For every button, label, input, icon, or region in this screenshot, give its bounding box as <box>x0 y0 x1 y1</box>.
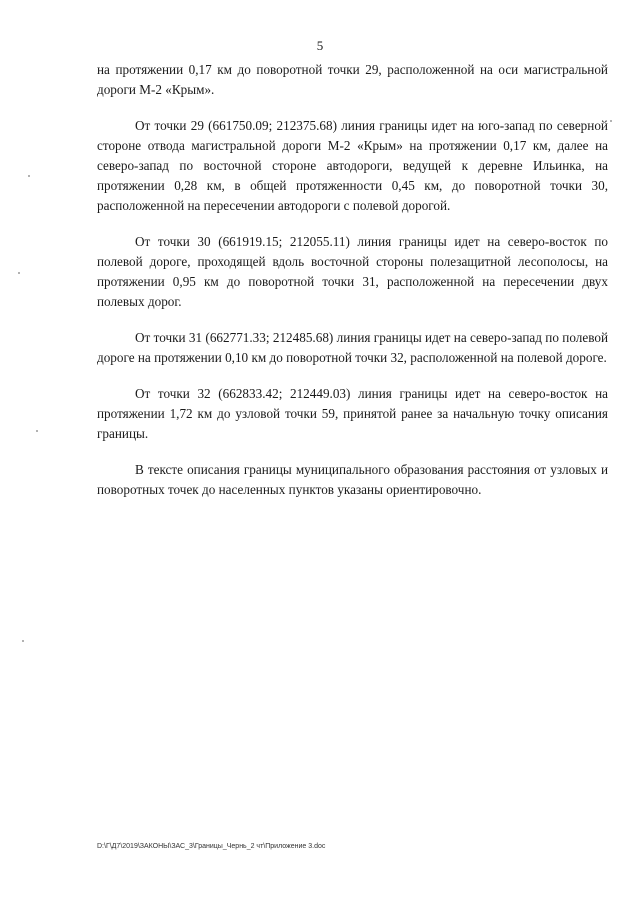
scan-speck <box>18 272 20 274</box>
paragraph-point-31: От точки 31 (662771.33; 212485.68) линия границы идет на северо-запад по полевой дороге на протяжении 0,10 км до поворотной точки 32, расположенной на полевой дороге. <box>97 330 608 365</box>
page-number: 5 <box>316 38 324 53</box>
document-body <box>97 60 608 516</box>
paragraph-point-29: От точки 29 (661750.09; 212375.68) линия границы идет на юго-запад по северной стороне отвода магистральной дороги М-2 «Крым» на протяжении 0,17 км, далее на северо-запад по восточной стороне автодороги, ведущей к деревне Ильинка, на протяжении 0,28 км, в общей протяженности 0,45 км, до поворотной точки 30, расположенной на пересечении автодороги с полевой дорогой. <box>97 118 608 213</box>
paragraph-continuation: на протяжении 0,17 км до поворотной точки 29, расположенной на оси магистральной дороги М-2 «Крым». <box>97 62 608 97</box>
paragraph-note: В тексте описания границы муниципального образования расстояния от узловых и поворотных точек до населенных пунктов указаны ориентировочно. <box>97 462 608 497</box>
footer-file-path: D:\Г\Д7\2019\ЗАКОНЫ\ЗАС_3\Границы_Чернь_2 чт\Приложение 3.doc <box>97 843 326 850</box>
paragraph-point-32: От точки 32 (662833.42; 212449.03) линия границы идет на северо-восток на протяжении 1,72 км до узловой точки 59, принятой ранее за начальную точку описания границы. <box>97 386 608 441</box>
paragraph-point-30: От точки 30 (661919.15; 212055.11) линия границы идет на северо-восток по полевой дороге, проходящей вдоль восточной стороны полезащитной лесополосы, на протяжении 0,95 км до поворотной точки 31, расположенной на пересечении двух полевых дорог. <box>97 234 608 309</box>
scan-speck <box>22 640 24 642</box>
scan-speck <box>28 175 30 177</box>
scan-speck <box>610 120 612 122</box>
scan-speck <box>36 430 38 432</box>
